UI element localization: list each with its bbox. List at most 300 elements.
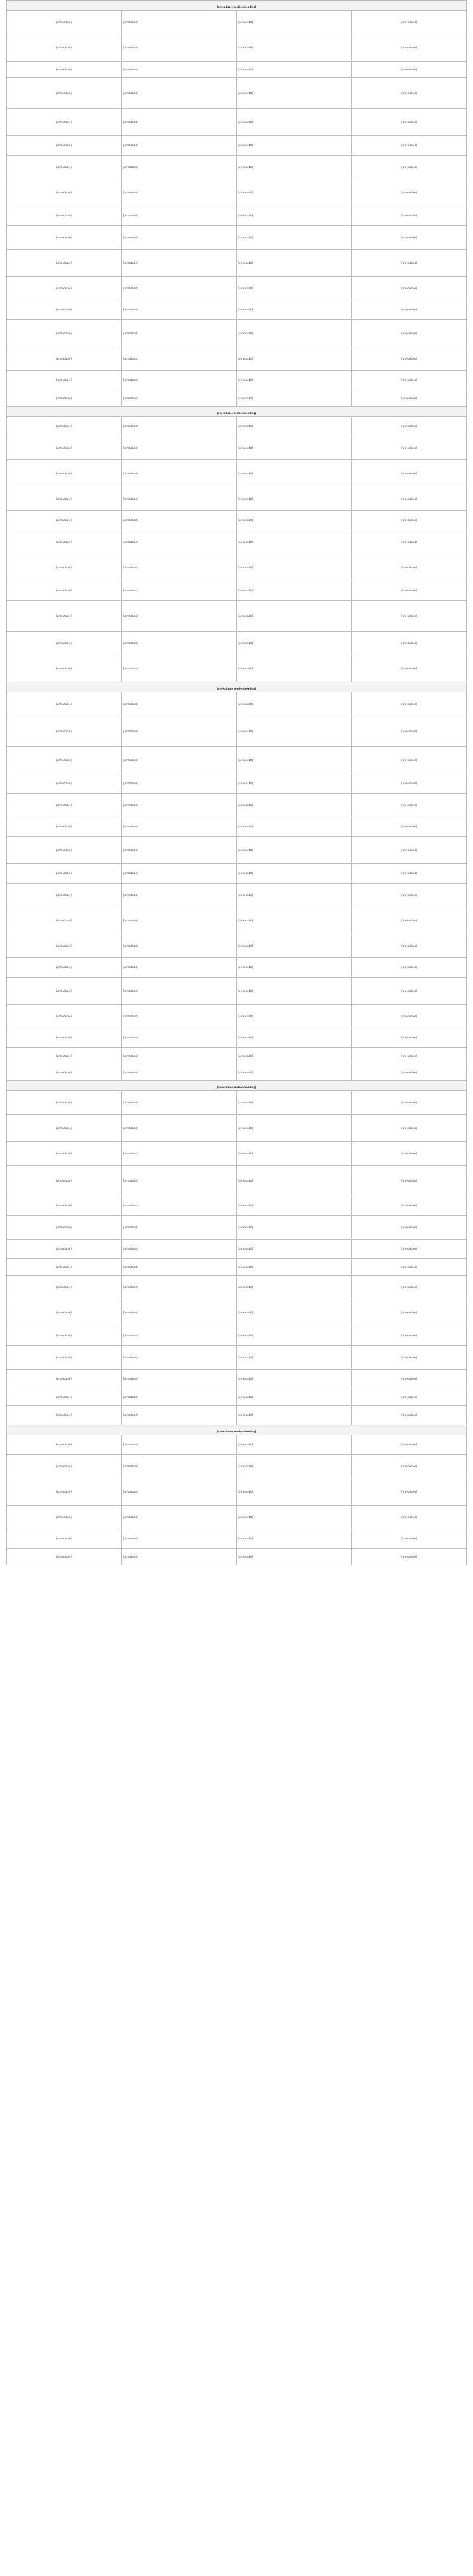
row-number: [unreadable] (7, 1005, 122, 1028)
scope-text: [unreadable] (352, 206, 467, 226)
task-text: [unreadable] (121, 907, 237, 934)
table-row (7, 530, 467, 554)
table-row (7, 226, 467, 250)
department-text: [unreadable] (237, 34, 352, 62)
table-row (7, 417, 467, 436)
scope-text: [unreadable] (352, 1529, 467, 1549)
department-text: [unreadable] (237, 864, 352, 884)
table-row (7, 817, 467, 837)
task-text: [unreadable] (121, 511, 237, 530)
task-text: [unreadable] (121, 11, 237, 34)
table-row (7, 34, 467, 62)
scope-text: [unreadable] (352, 109, 467, 136)
task-text: [unreadable] (121, 320, 237, 347)
task-text: [unreadable] (121, 277, 237, 300)
row-number: [unreadable] (7, 1506, 122, 1529)
table-row (7, 179, 467, 206)
department-text: [unreadable] (237, 1549, 352, 1565)
row-number: [unreadable] (7, 1048, 122, 1064)
row-number: [unreadable] (7, 692, 122, 716)
row-number: [unreadable] (7, 34, 122, 62)
scope-text: [unreadable] (352, 747, 467, 774)
scope-text: [unreadable] (352, 136, 467, 156)
department-text: [unreadable] (237, 11, 352, 34)
department-text: [unreadable] (237, 747, 352, 774)
scope-text: [unreadable] (352, 417, 467, 436)
table-row (7, 11, 467, 34)
department-text: [unreadable] (237, 1028, 352, 1048)
row-number: [unreadable] (7, 371, 122, 390)
task-text: [unreadable] (121, 487, 237, 511)
task-text: [unreadable] (121, 1406, 237, 1425)
row-number: [unreadable] (7, 277, 122, 300)
scope-text: [unreadable] (352, 1299, 467, 1326)
table-row (7, 487, 467, 511)
row-number: [unreadable] (7, 206, 122, 226)
department-text: [unreadable] (237, 109, 352, 136)
row-number: [unreadable] (7, 511, 122, 530)
task-text: [unreadable] (121, 1048, 237, 1064)
department-text: [unreadable] (237, 837, 352, 864)
task-text: [unreadable] (121, 1276, 237, 1299)
row-number: [unreadable] (7, 530, 122, 554)
department-text: [unreadable] (237, 1196, 352, 1216)
task-text: [unreadable] (121, 1370, 237, 1389)
scope-text: [unreadable] (352, 250, 467, 277)
department-text: [unreadable] (237, 179, 352, 206)
row-number: [unreadable] (7, 907, 122, 934)
table-row (7, 1299, 467, 1326)
table-row (7, 136, 467, 156)
table-row (7, 1259, 467, 1276)
table-row (7, 1346, 467, 1370)
task-text: [unreadable] (121, 1529, 237, 1549)
section-title: [unreadable section heading] (216, 411, 257, 415)
table-row (7, 109, 467, 136)
scope-text: [unreadable] (352, 1549, 467, 1565)
scope-text: [unreadable] (352, 530, 467, 554)
row-number: [unreadable] (7, 1299, 122, 1326)
row-number: [unreadable] (7, 1549, 122, 1565)
row-number: [unreadable] (7, 487, 122, 511)
department-text: [unreadable] (237, 1326, 352, 1346)
table-row (7, 655, 467, 682)
row-number: [unreadable] (7, 1406, 122, 1425)
department-text: [unreadable] (237, 1370, 352, 1389)
department-text: [unreadable] (237, 1091, 352, 1115)
task-text: [unreadable] (121, 1064, 237, 1081)
row-number: [unreadable] (7, 390, 122, 407)
task-text: [unreadable] (121, 136, 237, 156)
section-header (7, 407, 467, 417)
scope-text: [unreadable] (352, 1142, 467, 1166)
department-text: [unreadable] (237, 794, 352, 817)
row-number: [unreadable] (7, 417, 122, 436)
task-text: [unreadable] (121, 1216, 237, 1240)
table-row (7, 1326, 467, 1346)
department-text: [unreadable] (237, 978, 352, 1005)
department-text: [unreadable] (237, 136, 352, 156)
section-title: [unreadable section heading] (216, 1429, 257, 1433)
task-text: [unreadable] (121, 632, 237, 655)
scope-text: [unreadable] (352, 371, 467, 390)
row-number: [unreadable] (7, 1326, 122, 1346)
table-row (7, 632, 467, 655)
department-text: [unreadable] (237, 277, 352, 300)
task-text: [unreadable] (121, 1478, 237, 1506)
section-header (7, 1, 467, 11)
table-row (7, 884, 467, 907)
policy-table (6, 0, 467, 1565)
scope-text: [unreadable] (352, 716, 467, 747)
scope-text: [unreadable] (352, 1166, 467, 1196)
row-number: [unreadable] (7, 864, 122, 884)
row-number: [unreadable] (7, 136, 122, 156)
table-row (7, 156, 467, 179)
task-text: [unreadable] (121, 250, 237, 277)
task-text: [unreadable] (121, 958, 237, 978)
scope-text: [unreadable] (352, 794, 467, 817)
scope-text: [unreadable] (352, 774, 467, 794)
task-text: [unreadable] (121, 347, 237, 371)
row-number: [unreadable] (7, 601, 122, 632)
task-text: [unreadable] (121, 692, 237, 716)
department-text: [unreadable] (237, 487, 352, 511)
row-number: [unreadable] (7, 934, 122, 958)
task-text: [unreadable] (121, 1326, 237, 1346)
department-text: [unreadable] (237, 655, 352, 682)
task-text: [unreadable] (121, 1115, 237, 1142)
department-text: [unreadable] (237, 554, 352, 581)
task-text: [unreadable] (121, 300, 237, 320)
row-number: [unreadable] (7, 716, 122, 747)
table-row (7, 581, 467, 601)
scope-text: [unreadable] (352, 978, 467, 1005)
task-text: [unreadable] (121, 1196, 237, 1216)
scope-text: [unreadable] (352, 934, 467, 958)
row-number: [unreadable] (7, 1346, 122, 1370)
scope-text: [unreadable] (352, 1326, 467, 1346)
scope-text: [unreadable] (352, 1259, 467, 1276)
row-number: [unreadable] (7, 347, 122, 371)
scope-text: [unreadable] (352, 601, 467, 632)
task-text: [unreadable] (121, 794, 237, 817)
table-row (7, 62, 467, 78)
table-row (7, 1240, 467, 1259)
section-title: [unreadable section heading] (216, 5, 257, 8)
scope-text: [unreadable] (352, 1216, 467, 1240)
table-row (7, 1370, 467, 1389)
scope-text: [unreadable] (352, 632, 467, 655)
row-number: [unreadable] (7, 837, 122, 864)
scope-text: [unreadable] (352, 1091, 467, 1115)
scope-text: [unreadable] (352, 655, 467, 682)
table-row (7, 347, 467, 371)
scope-text: [unreadable] (352, 958, 467, 978)
task-text: [unreadable] (121, 34, 237, 62)
department-text: [unreadable] (237, 300, 352, 320)
department-text: [unreadable] (237, 1142, 352, 1166)
department-text: [unreadable] (237, 817, 352, 837)
department-text: [unreadable] (237, 1216, 352, 1240)
department-text: [unreadable] (237, 958, 352, 978)
scope-text: [unreadable] (352, 300, 467, 320)
task-text: [unreadable] (121, 1549, 237, 1565)
document (6, 0, 467, 1565)
table-row (7, 300, 467, 320)
table-row (7, 1091, 467, 1115)
scope-text: [unreadable] (352, 11, 467, 34)
row-number: [unreadable] (7, 774, 122, 794)
row-number: [unreadable] (7, 1455, 122, 1478)
task-text: [unreadable] (121, 1166, 237, 1196)
table-row (7, 460, 467, 487)
scope-text: [unreadable] (352, 817, 467, 837)
row-number: [unreadable] (7, 109, 122, 136)
task-text: [unreadable] (121, 417, 237, 436)
table-row (7, 1005, 467, 1028)
department-text: [unreadable] (237, 62, 352, 78)
task-text: [unreadable] (121, 747, 237, 774)
scope-text: [unreadable] (352, 1346, 467, 1370)
scope-text: [unreadable] (352, 487, 467, 511)
department-text: [unreadable] (237, 530, 352, 554)
row-number: [unreadable] (7, 1028, 122, 1048)
table-row (7, 554, 467, 581)
department-text: [unreadable] (237, 1276, 352, 1299)
department-text: [unreadable] (237, 250, 352, 277)
department-text: [unreadable] (237, 371, 352, 390)
task-text: [unreadable] (121, 1142, 237, 1166)
row-number: [unreadable] (7, 78, 122, 109)
table-row (7, 837, 467, 864)
task-text: [unreadable] (121, 1435, 237, 1455)
scope-text: [unreadable] (352, 1478, 467, 1506)
department-text: [unreadable] (237, 692, 352, 716)
row-number: [unreadable] (7, 1216, 122, 1240)
task-text: [unreadable] (121, 371, 237, 390)
row-number: [unreadable] (7, 300, 122, 320)
table-row (7, 320, 467, 347)
department-text: [unreadable] (237, 581, 352, 601)
scope-text: [unreadable] (352, 1406, 467, 1425)
row-number: [unreadable] (7, 581, 122, 601)
scope-text: [unreadable] (352, 1196, 467, 1216)
task-text: [unreadable] (121, 817, 237, 837)
task-text: [unreadable] (121, 884, 237, 907)
table-row (7, 1455, 467, 1478)
scope-text: [unreadable] (352, 884, 467, 907)
task-text: [unreadable] (121, 1299, 237, 1326)
table-row (7, 1478, 467, 1506)
scope-text: [unreadable] (352, 179, 467, 206)
scope-text: [unreadable] (352, 390, 467, 407)
department-text: [unreadable] (237, 884, 352, 907)
row-number: [unreadable] (7, 1196, 122, 1216)
task-text: [unreadable] (121, 1091, 237, 1115)
department-text: [unreadable] (237, 1435, 352, 1455)
scope-text: [unreadable] (352, 156, 467, 179)
task-text: [unreadable] (121, 460, 237, 487)
row-number: [unreadable] (7, 1370, 122, 1389)
section-header (7, 1425, 467, 1435)
scope-text: [unreadable] (352, 554, 467, 581)
department-text: [unreadable] (237, 1478, 352, 1506)
task-text: [unreadable] (121, 1346, 237, 1370)
department-text: [unreadable] (237, 1259, 352, 1276)
department-text: [unreadable] (237, 1529, 352, 1549)
task-text: [unreadable] (121, 1455, 237, 1478)
table-row (7, 1435, 467, 1455)
task-text: [unreadable] (121, 156, 237, 179)
table-row (7, 1196, 467, 1216)
scope-text: [unreadable] (352, 837, 467, 864)
scope-text: [unreadable] (352, 907, 467, 934)
row-number: [unreadable] (7, 655, 122, 682)
scope-text: [unreadable] (352, 277, 467, 300)
scope-text: [unreadable] (352, 1240, 467, 1259)
task-text: [unreadable] (121, 1389, 237, 1406)
table-row (7, 1142, 467, 1166)
scope-text: [unreadable] (352, 320, 467, 347)
task-text: [unreadable] (121, 1506, 237, 1529)
department-text: [unreadable] (237, 347, 352, 371)
row-number: [unreadable] (7, 1115, 122, 1142)
department-text: [unreadable] (237, 320, 352, 347)
scope-text: [unreadable] (352, 226, 467, 250)
task-text: [unreadable] (121, 655, 237, 682)
department-text: [unreadable] (237, 601, 352, 632)
section-header (7, 682, 467, 692)
scope-text: [unreadable] (352, 436, 467, 460)
row-number: [unreadable] (7, 1259, 122, 1276)
table-row (7, 774, 467, 794)
task-text: [unreadable] (121, 837, 237, 864)
scope-text: [unreadable] (352, 1389, 467, 1406)
task-text: [unreadable] (121, 436, 237, 460)
scope-text: [unreadable] (352, 511, 467, 530)
table-row (7, 864, 467, 884)
row-number: [unreadable] (7, 11, 122, 34)
row-number: [unreadable] (7, 62, 122, 78)
department-text: [unreadable] (237, 907, 352, 934)
row-number: [unreadable] (7, 226, 122, 250)
task-text: [unreadable] (121, 179, 237, 206)
row-number: [unreadable] (7, 958, 122, 978)
row-number: [unreadable] (7, 156, 122, 179)
row-number: [unreadable] (7, 460, 122, 487)
task-text: [unreadable] (121, 581, 237, 601)
task-text: [unreadable] (121, 1028, 237, 1048)
scope-text: [unreadable] (352, 1455, 467, 1478)
scope-text: [unreadable] (352, 1005, 467, 1028)
task-text: [unreadable] (121, 109, 237, 136)
department-text: [unreadable] (237, 390, 352, 407)
task-text: [unreadable] (121, 978, 237, 1005)
department-text: [unreadable] (237, 1005, 352, 1028)
table-row (7, 1406, 467, 1425)
table-row (7, 371, 467, 390)
table-row (7, 1028, 467, 1048)
task-text: [unreadable] (121, 864, 237, 884)
scope-text: [unreadable] (352, 1064, 467, 1081)
department-text: [unreadable] (237, 1166, 352, 1196)
department-text: [unreadable] (237, 934, 352, 958)
table-row (7, 794, 467, 817)
table-row (7, 1166, 467, 1196)
department-text: [unreadable] (237, 632, 352, 655)
table-row (7, 958, 467, 978)
task-text: [unreadable] (121, 934, 237, 958)
scope-text: [unreadable] (352, 581, 467, 601)
table-row (7, 1549, 467, 1565)
department-text: [unreadable] (237, 1455, 352, 1478)
section-title: [unreadable section heading] (216, 687, 257, 690)
table-row (7, 1506, 467, 1529)
department-text: [unreadable] (237, 436, 352, 460)
table-row (7, 1216, 467, 1240)
department-text: [unreadable] (237, 1064, 352, 1081)
row-number: [unreadable] (7, 1478, 122, 1506)
table-row (7, 1276, 467, 1299)
table-row (7, 1064, 467, 1081)
table-row (7, 747, 467, 774)
scope-text: [unreadable] (352, 347, 467, 371)
table-row (7, 692, 467, 716)
task-text: [unreadable] (121, 62, 237, 78)
scope-text: [unreadable] (352, 78, 467, 109)
table-row (7, 716, 467, 747)
row-number: [unreadable] (7, 1435, 122, 1455)
row-number: [unreadable] (7, 436, 122, 460)
table-row (7, 511, 467, 530)
department-text: [unreadable] (237, 417, 352, 436)
row-number: [unreadable] (7, 1240, 122, 1259)
scope-text: [unreadable] (352, 1506, 467, 1529)
scope-text: [unreadable] (352, 692, 467, 716)
department-text: [unreadable] (237, 1240, 352, 1259)
task-text: [unreadable] (121, 774, 237, 794)
table-row (7, 1389, 467, 1406)
task-text: [unreadable] (121, 1259, 237, 1276)
department-text: [unreadable] (237, 460, 352, 487)
row-number: [unreadable] (7, 978, 122, 1005)
department-text: [unreadable] (237, 1346, 352, 1370)
row-number: [unreadable] (7, 1091, 122, 1115)
row-number: [unreadable] (7, 1276, 122, 1299)
task-text: [unreadable] (121, 716, 237, 747)
scope-text: [unreadable] (352, 864, 467, 884)
section-title: [unreadable section heading] (216, 1085, 257, 1089)
task-text: [unreadable] (121, 554, 237, 581)
scope-text: [unreadable] (352, 62, 467, 78)
row-number: [unreadable] (7, 250, 122, 277)
department-text: [unreadable] (237, 1115, 352, 1142)
department-text: [unreadable] (237, 1389, 352, 1406)
task-text: [unreadable] (121, 1005, 237, 1028)
department-text: [unreadable] (237, 1406, 352, 1425)
table-row (7, 934, 467, 958)
row-number: [unreadable] (7, 1389, 122, 1406)
row-number: [unreadable] (7, 794, 122, 817)
table-row (7, 277, 467, 300)
row-number: [unreadable] (7, 1064, 122, 1081)
department-text: [unreadable] (237, 226, 352, 250)
department-text: [unreadable] (237, 78, 352, 109)
scope-text: [unreadable] (352, 1370, 467, 1389)
table-row (7, 1529, 467, 1549)
table-row (7, 1048, 467, 1064)
